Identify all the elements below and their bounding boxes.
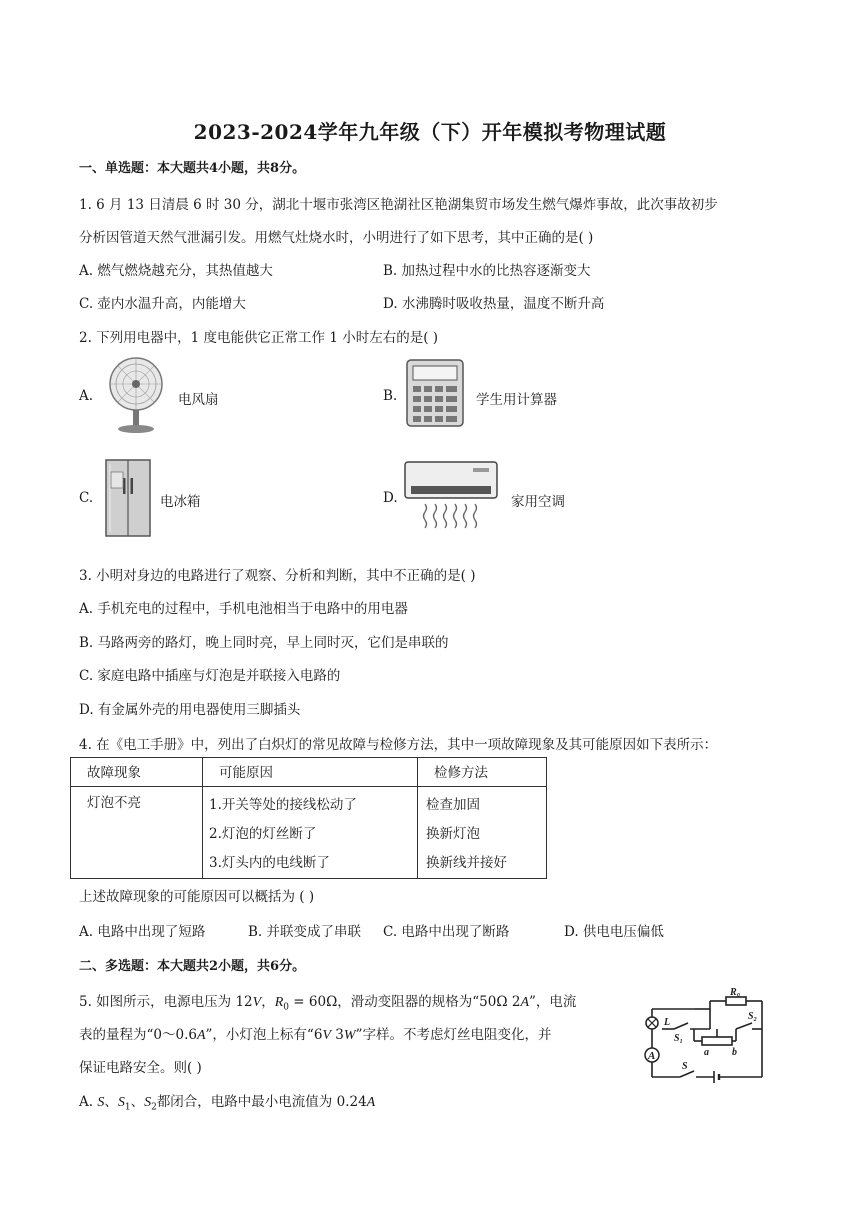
s2-label: S₂ (748, 1011, 758, 1022)
q2-stem: 2. 下列用电器中，1 度电能供它正常工作 1 小时左右的是( ) (79, 330, 439, 346)
q2-option-a-letter: A. (79, 388, 94, 404)
table-cell-cause-1: 1.开关等处的接线松动了 (209, 797, 357, 813)
air-conditioner-icon (403, 460, 499, 536)
calculator-icon (405, 358, 465, 428)
ammeter-label: A (648, 1050, 656, 1062)
fault-table (70, 757, 547, 879)
electric-fan-icon (100, 356, 172, 434)
r0-label: R₀ (730, 987, 741, 998)
table-cell-method-2: 换新灯泡 (426, 826, 480, 842)
q1-stem-line2: 分析因管道天然气泄漏引发。用燃气灶烧水时，小明进行了如下思考，其中正确的是( ) (79, 230, 594, 246)
lamp-label: L (664, 1017, 671, 1028)
q5-option-a: A. S、$S_1$、$S_2$都闭合，电路中最小电流值为 0.24A (79, 1094, 376, 1113)
q4-option-d: D. 供电电压偏低 (564, 924, 664, 940)
q5-stem-line3: 保证电路安全。则( ) (79, 1060, 202, 1076)
q2-option-b-text: 学生用计算器 (476, 392, 557, 408)
q4-option-b: B. 并联变成了串联 (248, 924, 362, 940)
q1-option-d: D. 水沸腾时吸收热量，温度不断升高 (383, 296, 605, 312)
q2-option-c-text: 电冰箱 (160, 494, 201, 510)
q2-option-d-text: 家用空调 (511, 494, 565, 510)
refrigerator-icon (104, 458, 152, 538)
section-heading-single-choice: 一、单选题：本大题共4小题，共8分。 (79, 161, 306, 176)
s1-label: S₁ (674, 1033, 684, 1044)
q5-stem-line1: 5. 如图所示，电源电压为 12V，$R_0 = 60\Omega$，滑动变阻器的规格为“50Ω 2A”，电流 (79, 994, 577, 1013)
table-cell-method-1: 检查加固 (426, 797, 480, 813)
section-heading-multiple-choice: 二、多选题：本大题共2小题，共6分。 (79, 959, 306, 974)
table-cell-cause-2: 2.灯泡的灯丝断了 (209, 826, 317, 842)
q2-option-d-letter: D. (383, 490, 398, 506)
q5-stem-line2: 表的量程为“0～0.6A”，小灯泡上标有“6V 3W”字样。不考虑灯丝电阻变化，并 (79, 1027, 552, 1043)
table-header-row (71, 758, 547, 787)
q2-option-c-letter: C. (79, 490, 94, 506)
table-cell-cause-3: 3.灯头内的电线断了 (209, 855, 330, 871)
q4-option-c: C. 电路中出现了断路 (383, 924, 510, 940)
table-header-phenomenon: 故障现象 (87, 765, 141, 781)
table-header-cause: 可能原因 (219, 765, 273, 781)
rheostat-b-label: b (732, 1047, 737, 1058)
table-row (71, 787, 547, 879)
q2-option-b-letter: B. (383, 388, 398, 404)
q1-option-c: C. 壶内水温升高，内能增大 (79, 296, 246, 312)
q3-option-b: B. 马路两旁的路灯，晚上同时亮，早上同时灭，它们是串联的 (79, 635, 449, 651)
q3-stem: 3. 小明对身边的电路进行了观察、分析和判断，其中不正确的是( ) (79, 568, 476, 584)
q1-stem-line1: 1. 6 月 13 日清晨 6 时 30 分，湖北十堰市张湾区艳湖社区艳湖集贸市场发生燃气爆炸事故，此次事故初步 (79, 197, 718, 213)
table-cell-phenomenon: 灯泡不亮 (87, 795, 141, 811)
table-header-method: 检修方法 (434, 765, 488, 781)
q2-option-a-text: 电风扇 (178, 392, 219, 408)
q4-stem: 4. 在《电工手册》中，列出了白炽灯的常见故障与检修方法，其中一项故障现象及其可能原因如下表所示： (79, 737, 718, 753)
table-cell-method-3: 换新线并接好 (426, 855, 507, 871)
q3-option-a: A. 手机充电的过程中，手机电池相当于电路中的用电器 (79, 601, 408, 617)
q4-followup: 上述故障现象的可能原因可以概括为 ( ) (79, 889, 315, 905)
circuit-diagram (640, 985, 770, 1085)
page-title: 2023-2024学年九年级（下）开年模拟考物理试题 (193, 120, 667, 144)
s-label: S (682, 1061, 688, 1072)
q3-option-d: D. 有金属外壳的用电器使用三脚插头 (79, 702, 301, 718)
q3-option-c: C. 家庭电路中插座与灯泡是并联接入电路的 (79, 668, 341, 684)
rheostat-a-label: a (704, 1047, 709, 1058)
q1-option-b: B. 加热过程中水的比热容逐渐变大 (383, 263, 591, 279)
q4-option-a: A. 电路中出现了短路 (79, 924, 206, 940)
q1-option-a: A. 燃气燃烧越充分，其热值越大 (79, 263, 273, 279)
